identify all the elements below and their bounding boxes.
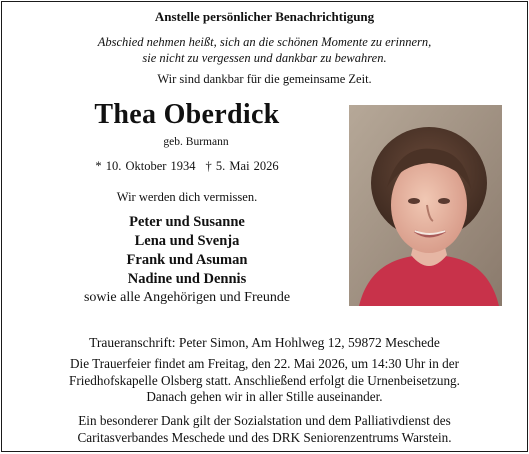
mourner-item: Lena und Svenja bbox=[134, 233, 240, 249]
quote-line: sie nicht zu vergessen und dankbar zu bewahren. bbox=[142, 51, 387, 65]
ceremony-line: Friedhofskapelle Olsberg statt. Anschließend erfolgt die Urnenbeisetzung. bbox=[69, 372, 460, 388]
mourning-address: Traueranschrift: Peter Simon, Am Hohlweg 12, 59872 Meschede bbox=[89, 335, 440, 350]
portrait-photo-icon bbox=[349, 105, 502, 306]
life-dates bbox=[42, 159, 332, 174]
quote-line: Abschied nehmen heißt, sich an die schönen Momente zu erinnern, bbox=[97, 35, 432, 49]
birth-name: geb. Burmann bbox=[163, 136, 229, 148]
mourner-item: Peter und Susanne bbox=[129, 214, 245, 230]
relatives-text: sowie alle Angehörigen und Freunde bbox=[83, 290, 291, 305]
death-date: † 5. Mai 2026 bbox=[205, 159, 279, 173]
ceremony-info bbox=[2, 356, 527, 406]
gratitude-text bbox=[2, 413, 527, 446]
deceased-info bbox=[42, 98, 332, 307]
mourner-item: Frank und Asuman bbox=[126, 252, 248, 268]
gratitude-line: Ein besonderer Dank gilt der Sozialstation und dem Palliativdienst des bbox=[78, 413, 451, 428]
thanks-text: Wir sind dankbar für die gemeinsame Zeit. bbox=[157, 72, 372, 86]
miss-text: Wir werden dich vermissen. bbox=[116, 190, 258, 204]
notice-heading: Anstelle persönlicher Benachrichtigung bbox=[154, 9, 375, 24]
farewell-quote bbox=[2, 34, 527, 66]
gratitude-line: Caritasverbandes Meschede und des DRK Seniorenzentrums Warstein. bbox=[77, 429, 452, 445]
portrait-photo bbox=[349, 105, 502, 306]
obituary-notice bbox=[1, 1, 528, 452]
deceased-name: Thea Oberdick bbox=[94, 99, 280, 130]
ceremony-line: Danach gehen wir in aller Stille auseinander. bbox=[146, 389, 383, 404]
mourner-item: Nadine und Dennis bbox=[127, 271, 247, 287]
ceremony-line: Die Trauerfeier findet am Freitag, den 22. Mai 2026, um 14:30 Uhr in der bbox=[70, 356, 459, 371]
birth-date: * 10. Oktober 1934 bbox=[95, 159, 196, 173]
mourners-list bbox=[42, 213, 332, 307]
